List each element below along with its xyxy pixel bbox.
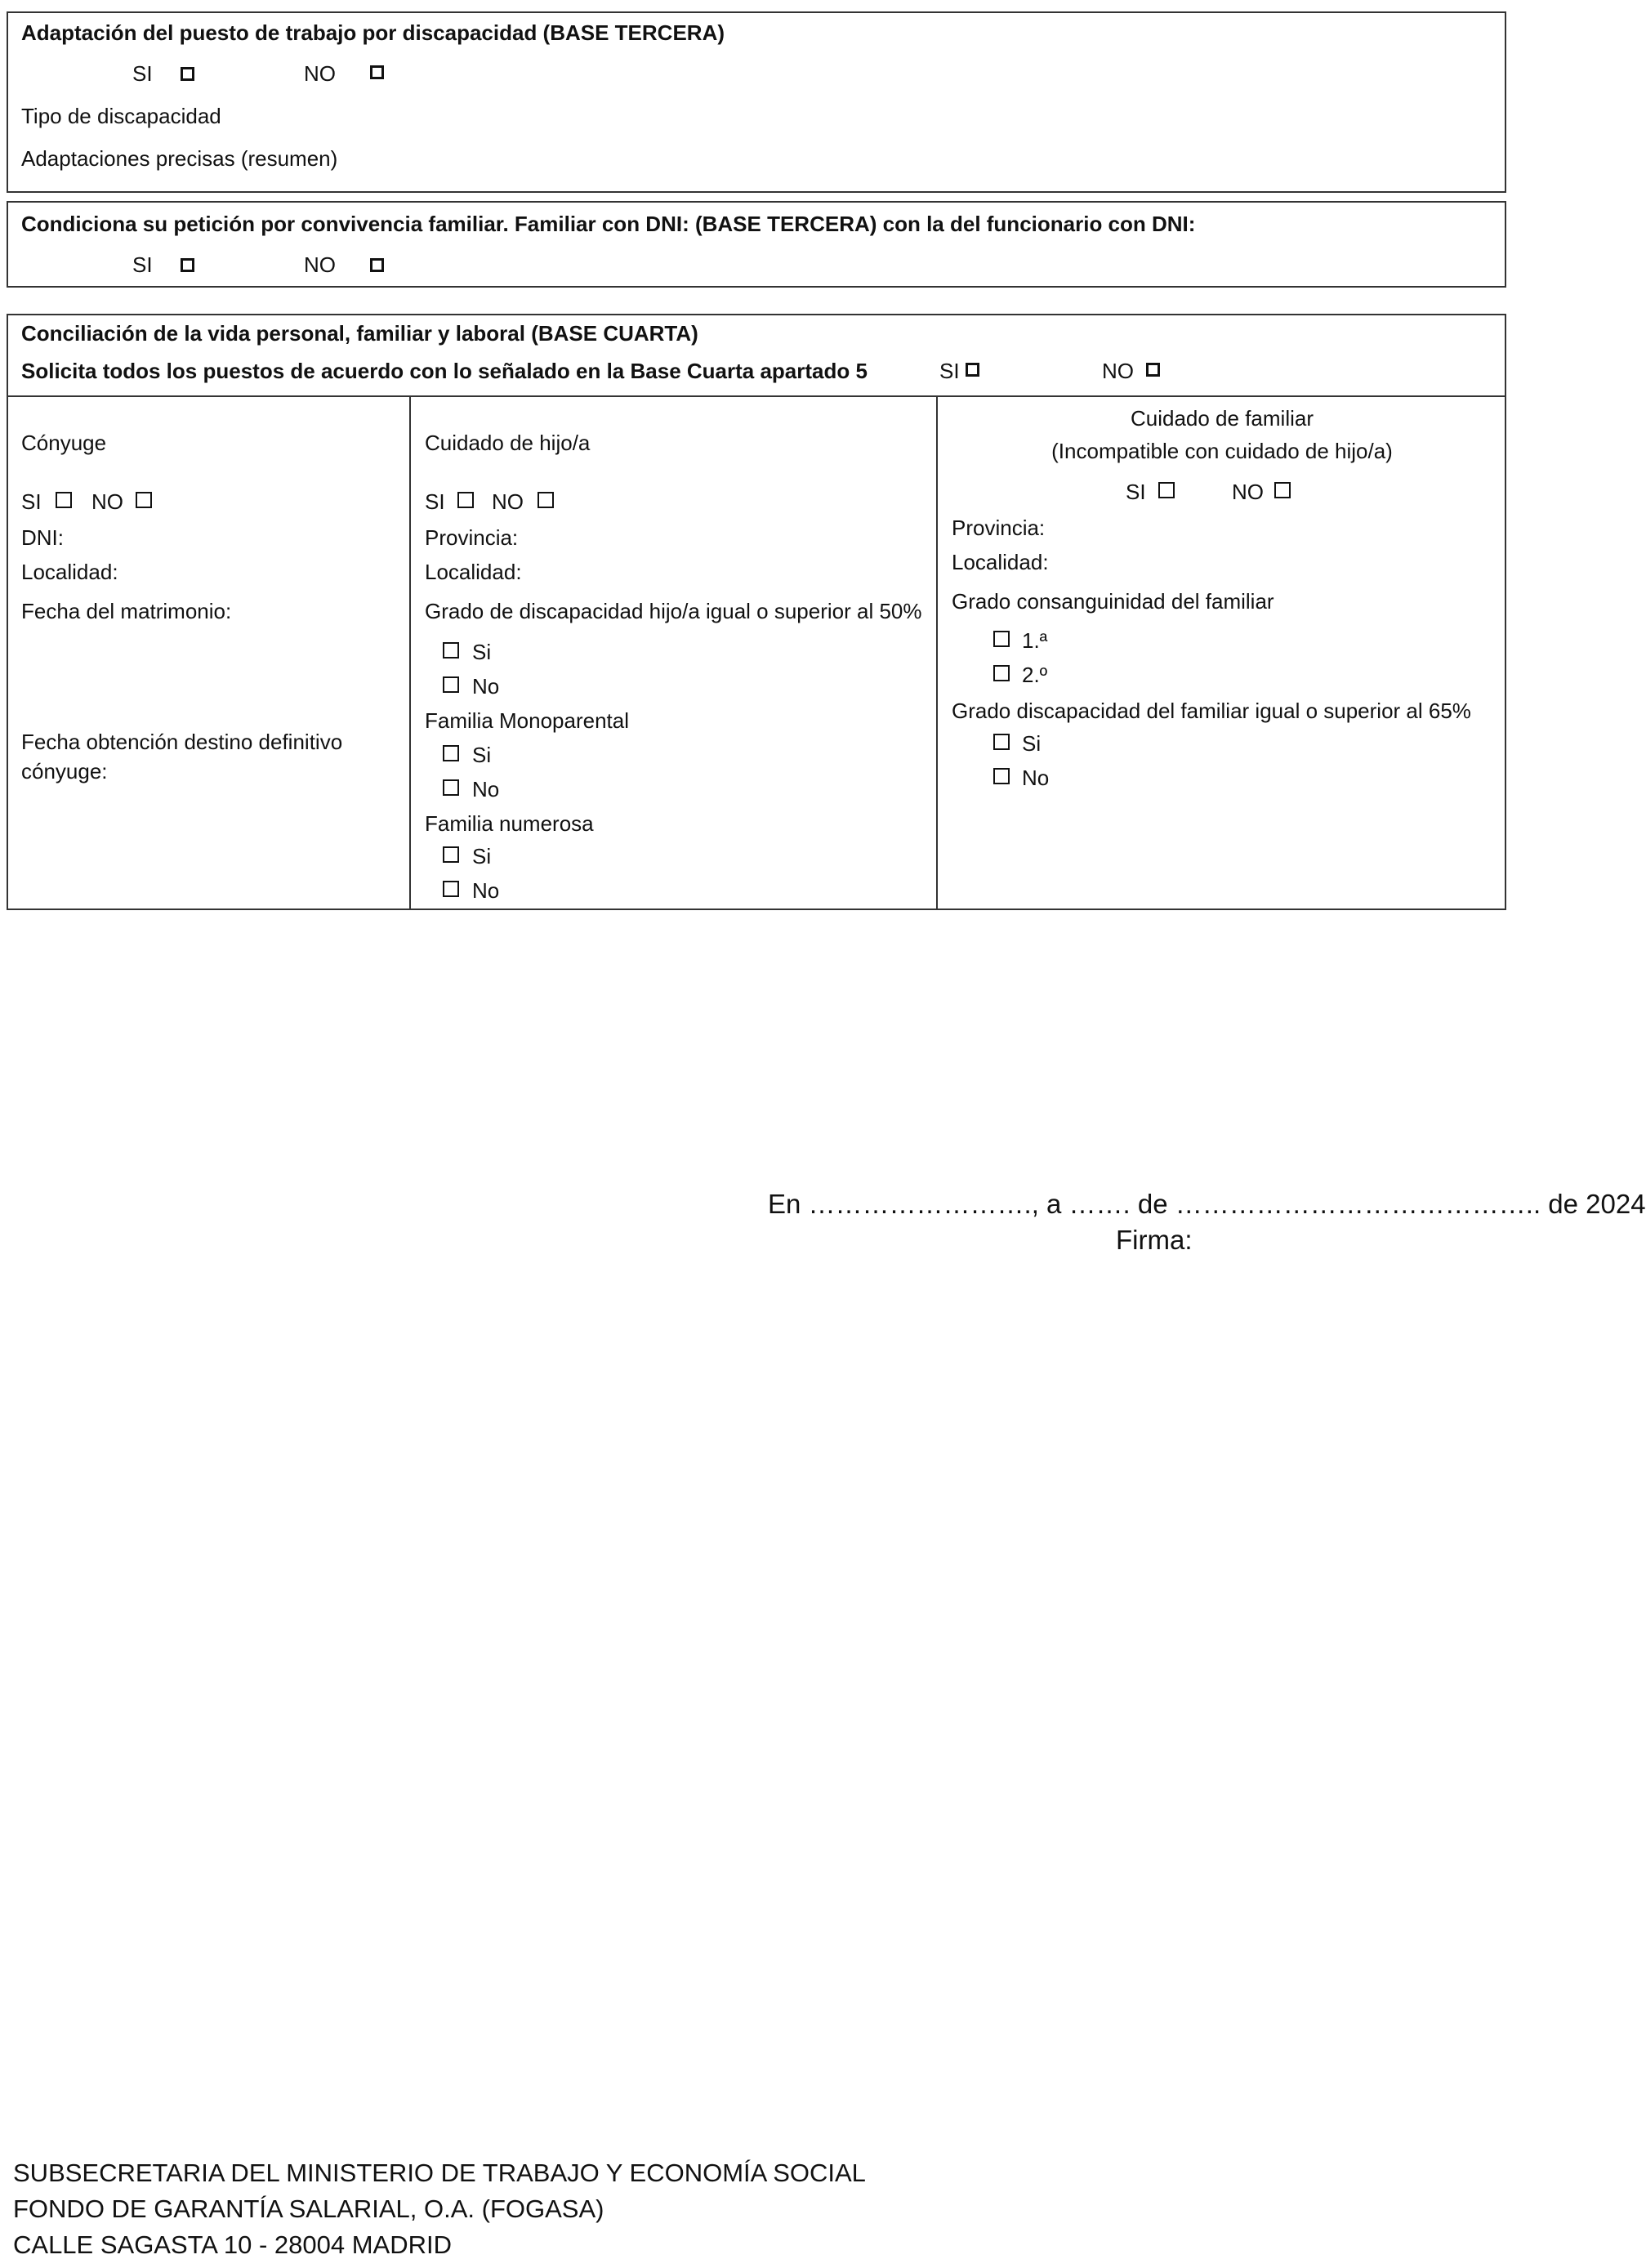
fecha-destino-label-line2: cónyuge: (21, 759, 108, 784)
fecha-destino-label-line1: Fecha obtención destino definitivo (21, 730, 343, 754)
consanguinidad-grado2-label: 2.º (1022, 663, 1048, 687)
familiar-header-line1: Cuidado de familiar (1130, 406, 1314, 431)
footer-line3: CALLE SAGASTA 10 - 28004 MADRID (13, 2230, 452, 2259)
familiar-disc-no-checkbox[interactable] (993, 768, 1010, 784)
monoparental-label: Familia Monoparental (425, 708, 630, 733)
monoparental-si-checkbox[interactable] (443, 745, 459, 761)
familiar-si-checkbox[interactable] (1158, 482, 1175, 498)
hijo-grado-no-checkbox[interactable] (443, 676, 459, 693)
adaptacion-no-label: NO (304, 61, 336, 86)
column-divider-2 (936, 395, 938, 910)
conciliacion-si-checkbox[interactable] (966, 363, 979, 377)
familiar-header-line2: (Incompatible con cuidado de hijo/a) (1051, 439, 1393, 463)
convivencia-si-label: SI (132, 252, 153, 277)
familiar-disc-si-checkbox[interactable] (993, 734, 1010, 750)
conyuge-si-label: SI (21, 489, 42, 514)
conciliacion-no-checkbox[interactable] (1146, 363, 1160, 377)
adaptacion-si-checkbox[interactable] (181, 67, 194, 81)
hijo-si-checkbox[interactable] (457, 492, 474, 508)
convivencia-si-checkbox[interactable] (181, 258, 194, 272)
hijo-grado-no-label: No (472, 674, 500, 699)
tipo-discapacidad-label: Tipo de discapacidad (21, 104, 221, 128)
convivencia-title: Condiciona su petición por convivencia familiar. Familiar con DNI: (BASE TERCERA) con la del funcionario con DNI: (21, 212, 1196, 236)
adaptacion-no-checkbox[interactable] (370, 65, 384, 79)
consanguinidad-label: Grado consanguinidad del familiar (952, 589, 1274, 614)
hijo-si-label: SI (425, 489, 445, 514)
consanguinidad-grado1-label: 1.ª (1022, 628, 1048, 653)
consanguinidad-grado1-checkbox[interactable] (993, 631, 1010, 647)
convivencia-no-checkbox[interactable] (370, 258, 384, 272)
numerosa-si-checkbox[interactable] (443, 846, 459, 863)
hijo-grado-discapacidad-label: Grado de discapacidad hijo/a igual o superior al 50% (425, 599, 922, 623)
familiar-discapacidad-label: Grado discapacidad del familiar igual o superior al 65% (952, 699, 1471, 723)
signature-place-date[interactable]: En ……………………., a ……. de ………………………………….. de 2024 (768, 1189, 1646, 1219)
hijo-localidad-label: Localidad: (425, 560, 522, 584)
adaptacion-si-label: SI (132, 61, 153, 86)
hijo-grado-si-checkbox[interactable] (443, 642, 459, 659)
numerosa-si-label: Si (472, 844, 492, 868)
numerosa-no-checkbox[interactable] (443, 881, 459, 897)
numerosa-no-label: No (472, 878, 500, 903)
hijo-no-checkbox[interactable] (538, 492, 554, 508)
conyuge-header: Cónyuge (21, 431, 107, 455)
conyuge-localidad-label: Localidad: (21, 560, 118, 584)
conciliacion-si-label: SI (939, 359, 960, 383)
conyuge-dni-label: DNI: (21, 525, 64, 550)
adaptaciones-precisas-label: Adaptaciones precisas (resumen) (21, 146, 338, 171)
conciliacion-no-label: NO (1102, 359, 1134, 383)
conyuge-no-checkbox[interactable] (136, 492, 152, 508)
monoparental-si-label: Si (472, 743, 492, 767)
familiar-disc-si-label: Si (1022, 731, 1042, 756)
familiar-no-checkbox[interactable] (1274, 482, 1291, 498)
hijo-grado-si-label: Si (472, 640, 492, 664)
familiar-localidad-label: Localidad: (952, 550, 1049, 574)
adaptacion-title: Adaptación del puesto de trabajo por discapacidad (BASE TERCERA) (21, 20, 725, 45)
hijo-no-label: NO (492, 489, 524, 514)
footer-line1: SUBSECRETARIA DEL MINISTERIO DE TRABAJO Y ECONOMÍA SOCIAL (13, 2159, 866, 2187)
familiar-provincia-label: Provincia: (952, 516, 1046, 540)
monoparental-no-label: No (472, 777, 500, 801)
familiar-si-label: SI (1126, 480, 1146, 504)
numerosa-label: Familia numerosa (425, 811, 594, 836)
conyuge-no-label: NO (91, 489, 123, 514)
conciliacion-subtitle: Solicita todos los puestos de acuerdo con lo señalado en la Base Cuarta apartado 5 (21, 359, 868, 383)
conciliacion-divider (7, 395, 1506, 397)
column-divider-1 (409, 395, 411, 910)
conyuge-si-checkbox[interactable] (56, 492, 72, 508)
familiar-disc-no-label: No (1022, 766, 1050, 790)
consanguinidad-grado2-checkbox[interactable] (993, 665, 1010, 681)
signature-firma-label: Firma: (1116, 1225, 1193, 1255)
footer-line2: FONDO DE GARANTÍA SALARIAL, O.A. (FOGASA) (13, 2194, 604, 2223)
fecha-matrimonio-label: Fecha del matrimonio: (21, 599, 232, 623)
hijo-provincia-label: Provincia: (425, 525, 519, 550)
conciliacion-title: Conciliación de la vida personal, familiar y laboral (BASE CUARTA) (21, 321, 698, 346)
convivencia-no-label: NO (304, 252, 336, 277)
familiar-no-label: NO (1232, 480, 1264, 504)
hijo-header: Cuidado de hijo/a (425, 431, 591, 455)
monoparental-no-checkbox[interactable] (443, 779, 459, 796)
